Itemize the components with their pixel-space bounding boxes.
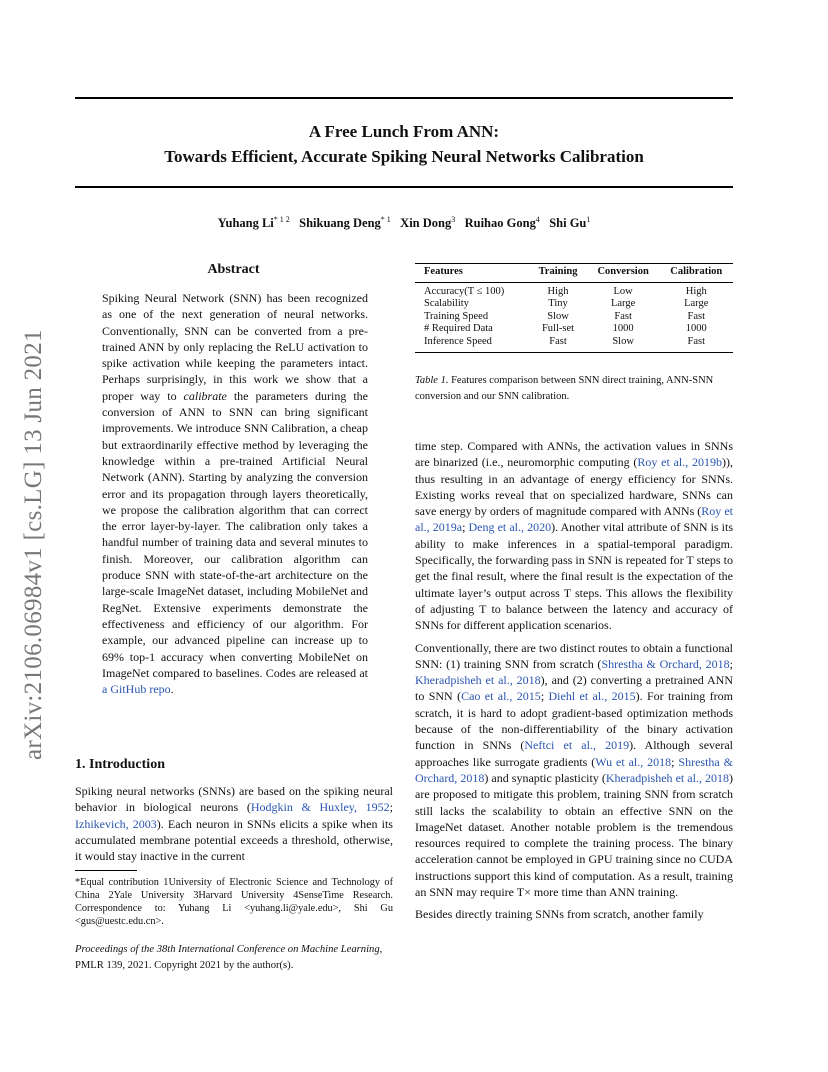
author-list: [75, 215, 733, 231]
arxiv-stamp: [20, 290, 50, 760]
table-header-cell: Conversion: [587, 264, 660, 283]
table-caption-label: Table 1.: [415, 375, 449, 386]
table-cell: Fast: [660, 336, 733, 352]
table-cell: 1000: [685, 323, 707, 335]
proceedings-copyright: , PMLR 139, 2021. Copyright 2021 by the author(s).: [75, 944, 383, 971]
body-paragraph: time step. Compared with ANNs, the activation values in SNNs are binarized (i.e., neuromorphic computing (Roy et al., 2019b)), thus resulting in an advantage of energy efficiency for SNNs. Existing works reveal that on specialized hardware, SNNs can save energy by orders of magnitude compared with ANNs (Roy et al., 2019a; Deng et al., 2020). Another vital attribute of SNN is its ability to make inferences in a spatial-temporal paradigm. Specifically, the forwarding pass in SNN is repeated for T steps to get the final result, where the final result is the expectation of the ultimate layer’s output across T steps. This allows the flexibility of adjusting T to balance between the latency and accuracy of SNNs for different application scenarios.: [415, 439, 733, 633]
table-row: [415, 323, 733, 336]
title-top-rule: [75, 97, 733, 99]
table-header-cell: Calibration: [660, 264, 733, 283]
table-cell: Slow: [587, 336, 660, 352]
proceedings-venue: Proceedings of the 38th International Conference on Machine Learning: [75, 944, 380, 955]
citation-link[interactable]: Cao et al., 2015: [461, 689, 541, 704]
section-heading-introduction: 1. Introduction: [75, 757, 165, 772]
table-cell: Low: [613, 285, 633, 297]
body-paragraph: Conventionally, there are two distinct routes to obtain a functional SNN: (1) training SNN from scratch (Shrestha & Orchard, 2018; Kheradpisheh et al., 2018), and (2) converting a pretrained ANN to SNN (Cao et al., 2015; Diehl et al., 2015). For training from scratch, it is hard to adopt gradient-based optimization methods because of the non-differentiability of the binary activation function in SNNs (Neftci et al., 2019). Although several approaches like surrogate gradients (Wu et al., 2018; Shrestha & Orchard, 2018) and synaptic plasticity (Kheradpisheh et al., 2018) are proposed to mitigate this problem, training SNN from scratch still lacks the scalability to obtain an effective SNN on the ImageNet dataset. Another notable problem is the tremendous resources required to complete the training process. The binary acceleration cannot be employed in GPU training since no CUDA instructions support this kind of computation. As a result, training an SNN may require T× more time than ANN training.: [415, 640, 734, 900]
author-affiliation-marks: 1: [586, 215, 591, 224]
author-name: Shikuang Deng: [299, 216, 381, 231]
author-name: Xin Dong: [400, 216, 452, 231]
table-cell: # Required Data: [424, 323, 493, 335]
table-header-cell: Features: [415, 264, 529, 283]
abstract-heading: Abstract: [207, 262, 260, 277]
author-affiliation-marks: * 1: [380, 215, 391, 224]
table-cell: Large: [610, 298, 636, 310]
table-row: [415, 336, 733, 352]
citation-link[interactable]: Roy et al., 2019a: [415, 504, 733, 535]
table-cell: High: [685, 285, 707, 297]
title-bottom-rule: [75, 186, 733, 188]
footnote-rule: [75, 870, 137, 871]
table-cell: Fast: [529, 336, 587, 352]
citation-link[interactable]: Diehl et al., 2015: [548, 689, 636, 704]
author-name: Ruihao Gong: [464, 216, 536, 231]
author-affiliation-marks: * 1 2: [273, 215, 290, 224]
github-repo-link[interactable]: a GitHub repo: [102, 682, 171, 697]
features-comparison-table: [415, 263, 733, 353]
citation-link[interactable]: Kheradpisheh et al., 2018: [415, 673, 541, 688]
citation-link[interactable]: Kheradpisheh et al., 2018: [605, 770, 730, 785]
table-caption-text: Features comparison between SNN direct training, ANN-SNN conversion and our SNN calibration.: [415, 375, 714, 402]
table-header-cell: Training: [529, 264, 587, 283]
body-paragraph: Besides directly training SNNs from scratch, another family: [415, 907, 704, 922]
table-caption: [415, 373, 733, 404]
table-cell: Training Speed: [424, 310, 489, 322]
author-affiliation-marks: 3: [451, 215, 456, 224]
citation-link[interactable]: Izhikevich, 2003: [75, 816, 157, 831]
right-column-body: [415, 438, 733, 923]
table-cell: Fast: [687, 310, 706, 322]
author-name: Yuhang Li: [217, 216, 274, 231]
table-cell: Accuracy(T ≤ 100): [424, 285, 505, 297]
citation-link[interactable]: Roy et al., 2019b: [637, 455, 722, 470]
citation-link[interactable]: Shrestha & Orchard, 2018: [601, 656, 730, 671]
citation-link[interactable]: Shrestha & Orchard, 2018: [415, 754, 733, 785]
table-header-row: [415, 264, 733, 283]
affiliation-footnote: *Equal contribution 1University of Electronic Science and Technology of China 2Yale University 3Harvard University 4SenseTime Research. Correspondence to: Yuhang Li <yuhang.li@yale.edu>, Shi Gu <gus@uestc.edu.cn>.: [75, 877, 393, 927]
table-row: [415, 282, 733, 298]
table-cell: Tiny: [548, 298, 568, 310]
citation-link[interactable]: Wu et al., 2018: [595, 754, 672, 769]
proceedings-note: [75, 942, 393, 974]
table-cell: Inference Speed: [415, 336, 529, 352]
table-cell: Slow: [547, 310, 569, 322]
table-row: [415, 311, 733, 324]
citation-link[interactable]: Deng et al., 2020: [468, 520, 552, 535]
abstract-emphasis: calibrate: [183, 388, 227, 403]
table-cell: Fast: [614, 310, 632, 322]
author-affiliation-marks: 4: [535, 215, 540, 224]
author-name: Shi Gu: [549, 216, 587, 231]
arxiv-stamp-text: arXiv:2106.06984v1 [cs.LG] 13 Jun 2021: [20, 329, 47, 760]
table-cell: 1000: [612, 323, 634, 335]
intro-paragraph: Spiking neural networks (SNNs) are based on the spiking neural behavior in biological neurons (Hodgkin & Huxley, 1952; Izhikevich, 2003). Each neuron in SNNs elicits a spike when its accumulated membrane potential exceeds a threshold, otherwise, it would stay inactive in the current: [75, 784, 393, 864]
table-cell: Scalability: [424, 298, 469, 310]
table-cell: Full-set: [541, 323, 575, 335]
table-cell: Large: [684, 298, 709, 310]
citation-link[interactable]: Hodgkin & Huxley, 1952: [250, 800, 390, 815]
citation-link[interactable]: Neftci et al., 2019: [524, 738, 630, 753]
paper-title-line-1: A Free Lunch From ANN:: [308, 122, 500, 141]
abstract-body: Spiking Neural Network (SNN) has been recognized as one of the next generation of neural networks. Conventionally, SNN can be converted from a pre-trained ANN by only replacing the ReLU activation to spike activation while keeping the parameters intact. Perhaps surprisingly, in this work we show that a proper way to calibrate the parameters during the conversion of ANN to SNN can bring significant improvements. We introduce SNN Calibration, a cheap but extraordinarily effective method by leveraging the knowledge within a pre-trained Artificial Neural Network (ANN). Starting by analyzing the conversion error and its propagation through layers theoretically, we propose the calibration algorithm that can correct the error layer-by-layer. The calibration only takes a handful number of training data and several minutes to finish. Moreover, our calibration algorithm can produce SNN with state-of-the-art architecture on the large-scale ImageNet dataset, including MobileNet and RegNet. Extensive experiments demonstrate the effectiveness and efficiency of our algorithm. For example, our advanced pipeline can increase up to 69% top-1 accuracy when converting MobileNet on ImageNet compared to baselines. Codes are released at a GitHub repo.: [102, 291, 368, 697]
paper-title-line-2: Towards Efficient, Accurate Spiking Neural Networks Calibration: [164, 147, 644, 166]
table-cell: High: [547, 285, 569, 297]
table-row: [415, 298, 733, 311]
